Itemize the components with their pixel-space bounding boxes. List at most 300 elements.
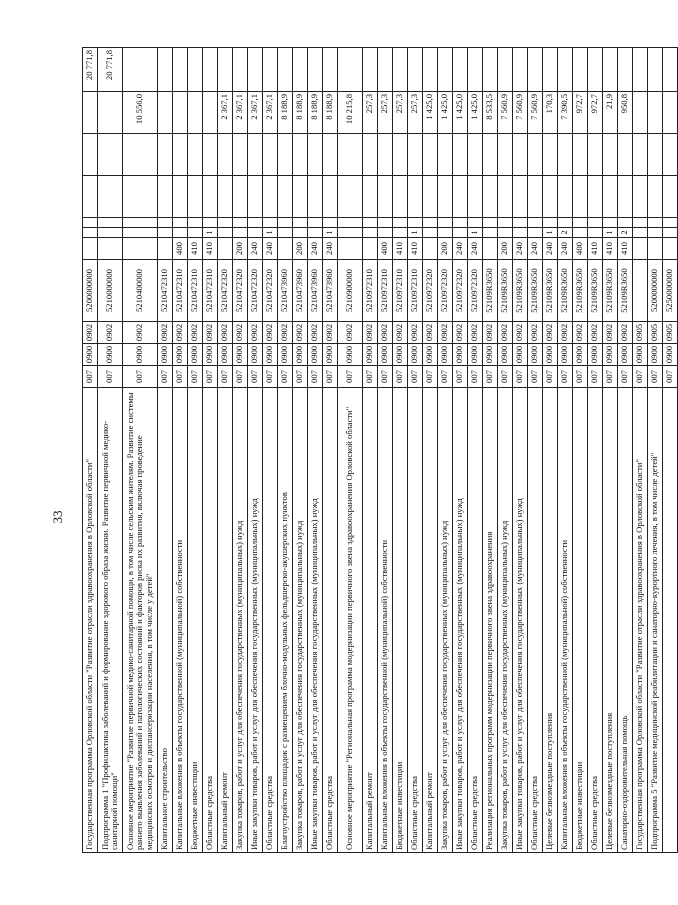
funding-flag2-cell <box>338 218 363 228</box>
subsection-code-cell: 0902 <box>588 322 603 344</box>
amount-col3-cell: 7 560,9 <box>498 92 513 134</box>
funding-flag2-cell <box>543 218 558 228</box>
ministry-code-cell: 007 <box>158 366 173 388</box>
subsection-code-cell: 0902 <box>573 322 588 344</box>
table-row <box>573 48 588 853</box>
ministry-code-cell: 007 <box>588 366 603 388</box>
funding-flag2-cell <box>483 218 498 228</box>
funding-flag2-cell <box>393 218 408 228</box>
amount-col4-cell <box>468 48 483 92</box>
funding-flag-cell <box>648 228 663 238</box>
funding-flag-cell <box>173 228 188 238</box>
funding-flag-cell: 1 <box>263 228 278 238</box>
expense-type-cell: 200 <box>233 238 248 260</box>
amount-col3-cell <box>663 92 678 134</box>
row-name-cell: Капитальный ремонт <box>423 388 438 853</box>
ministry-code-cell: 007 <box>323 366 338 388</box>
funding-flag-cell <box>588 228 603 238</box>
table-row <box>378 48 393 853</box>
amount-col3-cell <box>188 92 203 134</box>
table-row <box>393 48 408 853</box>
subsection-code-cell: 0902 <box>338 322 363 344</box>
amount-col3-cell <box>203 92 218 134</box>
ministry-code-cell: 007 <box>308 366 323 388</box>
funding-flag-cell <box>663 228 678 238</box>
row-name-cell: Капитальные вложения в объекты государственной (муниципальной) собственности <box>378 388 393 853</box>
row-name-cell <box>663 388 678 853</box>
amount-col3-cell <box>83 92 98 134</box>
table-row <box>308 48 323 853</box>
table-row <box>588 48 603 853</box>
amount-col4-cell <box>188 48 203 92</box>
amount-col2-cell <box>363 134 378 176</box>
budget-table <box>82 47 678 853</box>
amount-col2-cell <box>558 134 573 176</box>
amount-col1-cell <box>263 176 278 218</box>
section-code-cell: 0900 <box>123 344 158 366</box>
amount-col3-cell: 257,3 <box>393 92 408 134</box>
subsection-code-cell: 0902 <box>378 322 393 344</box>
amount-col2-cell <box>498 134 513 176</box>
table-row <box>293 48 308 853</box>
funding-flag-cell <box>308 228 323 238</box>
section-code-cell: 0900 <box>558 344 573 366</box>
target-article-cell: 5210972310 <box>393 260 408 322</box>
subsection-code-cell: 0902 <box>423 322 438 344</box>
amount-col2-cell <box>633 134 648 176</box>
amount-col4-cell <box>123 48 158 92</box>
target-article-cell <box>633 260 648 322</box>
row-name-cell: Капитальный ремонт <box>363 388 378 853</box>
amount-col1-cell <box>218 176 233 218</box>
table-row <box>233 48 248 853</box>
row-name-cell: Подпрограмма 1 "Профилактика заболеваний и формирование здорового образа жизни. Развитие первичной медико-санитарной помощи" <box>98 388 123 853</box>
amount-col3-cell: 8 188,9 <box>308 92 323 134</box>
ministry-code-cell: 007 <box>603 366 618 388</box>
funding-flag-cell <box>498 228 513 238</box>
table-row <box>263 48 278 853</box>
expense-type-cell: 410 <box>408 238 423 260</box>
amount-col2-cell <box>83 134 98 176</box>
amount-col3-cell: 170,3 <box>543 92 558 134</box>
amount-col1-cell <box>323 176 338 218</box>
ministry-code-cell: 007 <box>453 366 468 388</box>
ministry-code-cell: 007 <box>188 366 203 388</box>
expense-type-cell <box>83 238 98 260</box>
ministry-code-cell: 007 <box>498 366 513 388</box>
subsection-code-cell: 0902 <box>293 322 308 344</box>
row-name-cell: Государственная программа Орловской области "Развитие отрасли здравоохранения в Орловской области" <box>83 388 98 853</box>
amount-col4-cell <box>203 48 218 92</box>
ministry-code-cell: 007 <box>123 366 158 388</box>
table-row <box>158 48 173 853</box>
amount-col1-cell <box>513 176 528 218</box>
row-name-cell: Областные средства <box>528 388 543 853</box>
amount-col1-cell <box>483 176 498 218</box>
amount-col1-cell <box>293 176 308 218</box>
expense-type-cell <box>218 238 233 260</box>
target-article-cell: 5200000000 <box>83 260 98 322</box>
funding-flag2-cell <box>123 218 158 228</box>
section-code-cell: 0900 <box>423 344 438 366</box>
amount-col1-cell <box>83 176 98 218</box>
table-row <box>173 48 188 853</box>
target-article-cell: 5210972310 <box>363 260 378 322</box>
amount-col4-cell <box>513 48 528 92</box>
row-name-cell: Основное мероприятие "Региональная программа модернизации первичного звена здравоохранения Орловской области" <box>338 388 363 853</box>
amount-col3-cell: 257,3 <box>363 92 378 134</box>
table-row <box>648 48 663 853</box>
amount-col1-cell <box>203 176 218 218</box>
row-name-cell: Иные закупки товаров, работ и услуг для обеспечения государственных (муниципальных) нужд <box>248 388 263 853</box>
funding-flag2-cell <box>293 218 308 228</box>
amount-col1-cell <box>603 176 618 218</box>
table-row <box>323 48 338 853</box>
amount-col3-cell: 972,7 <box>573 92 588 134</box>
subsection-code-cell: 0902 <box>98 322 123 344</box>
ministry-code-cell: 007 <box>663 366 678 388</box>
expense-type-cell <box>483 238 498 260</box>
funding-flag2-cell <box>98 218 123 228</box>
amount-col4-cell <box>338 48 363 92</box>
expense-type-cell: 400 <box>378 238 393 260</box>
amount-col1-cell <box>363 176 378 218</box>
funding-flag-cell <box>188 228 203 238</box>
target-article-cell: 52109R3650 <box>543 260 558 322</box>
amount-col2-cell <box>278 134 293 176</box>
amount-col1-cell <box>498 176 513 218</box>
amount-col3-cell: 21,9 <box>603 92 618 134</box>
amount-col1-cell <box>558 176 573 218</box>
amount-col4-cell <box>483 48 498 92</box>
funding-flag-cell <box>123 228 158 238</box>
row-name-cell: Областные средства <box>408 388 423 853</box>
amount-col3-cell: 8 188,9 <box>278 92 293 134</box>
expense-type-cell: 240 <box>513 238 528 260</box>
table-row <box>203 48 218 853</box>
amount-col3-cell: 1 425,0 <box>453 92 468 134</box>
ministry-code-cell: 007 <box>278 366 293 388</box>
amount-col4-cell <box>423 48 438 92</box>
row-name-cell: Областные средства <box>203 388 218 853</box>
amount-col3-cell: 1 425,0 <box>438 92 453 134</box>
amount-col4-cell <box>393 48 408 92</box>
row-name-cell: Целевые безвозмездные поступления <box>543 388 558 853</box>
amount-col2-cell <box>293 134 308 176</box>
row-name-cell: Реализация региональных программ модернизации первичного звена здравоохранения <box>483 388 498 853</box>
amount-col3-cell <box>158 92 173 134</box>
amount-col2-cell <box>218 134 233 176</box>
table-row <box>188 48 203 853</box>
ministry-code-cell: 007 <box>513 366 528 388</box>
table-row <box>98 48 123 853</box>
target-article-cell: 5210972310 <box>408 260 423 322</box>
amount-col3-cell: 2 367,1 <box>233 92 248 134</box>
section-code-cell: 0900 <box>188 344 203 366</box>
target-article-cell: 5210472310 <box>188 260 203 322</box>
amount-col4-cell <box>618 48 633 92</box>
section-code-cell: 0900 <box>648 344 663 366</box>
subsection-code-cell: 0902 <box>498 322 513 344</box>
expense-type-cell <box>158 238 173 260</box>
expense-type-cell: 240 <box>468 238 483 260</box>
funding-flag-cell <box>633 228 648 238</box>
subsection-code-cell: 0902 <box>123 322 158 344</box>
target-article-cell: 5200000000 <box>648 260 663 322</box>
expense-type-cell: 200 <box>293 238 308 260</box>
ministry-code-cell: 007 <box>648 366 663 388</box>
row-name-cell: Государственная программа Орловской области "Развитие отрасли здравоохранения в Орловской области" <box>633 388 648 853</box>
subsection-code-cell: 0902 <box>248 322 263 344</box>
subsection-code-cell: 0902 <box>308 322 323 344</box>
amount-col4-cell <box>218 48 233 92</box>
amount-col1-cell <box>408 176 423 218</box>
amount-col1-cell <box>528 176 543 218</box>
subsection-code-cell: 0902 <box>513 322 528 344</box>
amount-col3-cell <box>633 92 648 134</box>
amount-col2-cell <box>338 134 363 176</box>
amount-col1-cell <box>573 176 588 218</box>
amount-col2-cell <box>438 134 453 176</box>
target-article-cell: 52109R3650 <box>528 260 543 322</box>
expense-type-cell <box>363 238 378 260</box>
funding-flag-cell <box>483 228 498 238</box>
expense-type-cell <box>648 238 663 260</box>
funding-flag2-cell <box>158 218 173 228</box>
target-article-cell: 5210473960 <box>293 260 308 322</box>
amount-col3-cell: 2 367,1 <box>263 92 278 134</box>
amount-col4-cell <box>308 48 323 92</box>
amount-col2-cell <box>618 134 633 176</box>
funding-flag-cell <box>393 228 408 238</box>
section-code-cell: 0900 <box>573 344 588 366</box>
row-name-cell: Бюджетные инвестиции <box>393 388 408 853</box>
subsection-code-cell: 0902 <box>408 322 423 344</box>
amount-col4-cell <box>573 48 588 92</box>
expense-type-cell: 240 <box>308 238 323 260</box>
table-row <box>633 48 648 853</box>
section-code-cell: 0900 <box>513 344 528 366</box>
amount-col2-cell <box>513 134 528 176</box>
ministry-code-cell: 007 <box>573 366 588 388</box>
expense-type-cell: 410 <box>603 238 618 260</box>
subsection-code-cell: 0902 <box>558 322 573 344</box>
amount-col4-cell <box>278 48 293 92</box>
amount-col3-cell <box>98 92 123 134</box>
amount-col3-cell <box>648 92 663 134</box>
amount-col3-cell: 8 188,9 <box>323 92 338 134</box>
funding-flag2-cell <box>468 218 483 228</box>
ministry-code-cell: 007 <box>173 366 188 388</box>
funding-flag-cell <box>98 228 123 238</box>
amount-col1-cell <box>648 176 663 218</box>
section-code-cell: 0900 <box>408 344 423 366</box>
expense-type-cell: 410 <box>188 238 203 260</box>
expense-type-cell: 410 <box>588 238 603 260</box>
section-code-cell: 0900 <box>263 344 278 366</box>
amount-col3-cell: 7 560,9 <box>513 92 528 134</box>
amount-col3-cell: 1 425,0 <box>423 92 438 134</box>
amount-col2-cell <box>248 134 263 176</box>
amount-col2-cell <box>123 134 158 176</box>
expense-type-cell <box>663 238 678 260</box>
table-row <box>83 48 98 853</box>
funding-flag-cell: 1 <box>543 228 558 238</box>
subsection-code-cell: 0905 <box>633 322 648 344</box>
ministry-code-cell: 007 <box>378 366 393 388</box>
target-article-cell: 5210900000 <box>338 260 363 322</box>
subsection-code-cell: 0902 <box>158 322 173 344</box>
amount-col2-cell <box>663 134 678 176</box>
funding-flag-cell <box>573 228 588 238</box>
subsection-code-cell: 0902 <box>453 322 468 344</box>
section-code-cell: 0900 <box>393 344 408 366</box>
amount-col2-cell <box>528 134 543 176</box>
amount-col3-cell: 10 215,8 <box>338 92 363 134</box>
row-name-cell: Санаторно-оздоровительная помощь <box>618 388 633 853</box>
amount-col1-cell <box>338 176 363 218</box>
target-article-cell: 5210972320 <box>468 260 483 322</box>
subsection-code-cell: 0902 <box>278 322 293 344</box>
funding-flag-cell <box>438 228 453 238</box>
ministry-code-cell: 007 <box>438 366 453 388</box>
section-code-cell: 0900 <box>158 344 173 366</box>
section-code-cell: 0900 <box>603 344 618 366</box>
funding-flag2-cell <box>378 218 393 228</box>
funding-flag2-cell <box>648 218 663 228</box>
table-row <box>483 48 498 853</box>
funding-flag-cell: 1 <box>203 228 218 238</box>
target-article-cell: 5210400000 <box>123 260 158 322</box>
target-article-cell: 5210473960 <box>278 260 293 322</box>
amount-col4-cell <box>498 48 513 92</box>
subsection-code-cell: 0902 <box>203 322 218 344</box>
amount-col3-cell: 10 556,0 <box>123 92 158 134</box>
amount-col2-cell <box>233 134 248 176</box>
amount-col3-cell: 1 425,0 <box>468 92 483 134</box>
funding-flag2-cell <box>233 218 248 228</box>
table-row <box>543 48 558 853</box>
target-article-cell: 5210472320 <box>233 260 248 322</box>
funding-flag2-cell <box>558 218 573 228</box>
expense-type-cell: 240 <box>453 238 468 260</box>
amount-col1-cell <box>543 176 558 218</box>
funding-flag-cell <box>83 228 98 238</box>
funding-flag-cell <box>513 228 528 238</box>
amount-col1-cell <box>378 176 393 218</box>
funding-flag2-cell <box>453 218 468 228</box>
subsection-code-cell: 0902 <box>218 322 233 344</box>
target-article-cell: 5210472310 <box>158 260 173 322</box>
table-row <box>438 48 453 853</box>
section-code-cell: 0900 <box>543 344 558 366</box>
ministry-code-cell: 007 <box>393 366 408 388</box>
amount-col4-cell <box>408 48 423 92</box>
funding-flag2-cell <box>423 218 438 228</box>
subsection-code-cell: 0902 <box>173 322 188 344</box>
target-article-cell: 52109R3650 <box>618 260 633 322</box>
amount-col4-cell <box>248 48 263 92</box>
row-name-cell: Областные средства <box>588 388 603 853</box>
table-row <box>603 48 618 853</box>
expense-type-cell: 400 <box>573 238 588 260</box>
expense-type-cell: 400 <box>173 238 188 260</box>
section-code-cell: 0900 <box>438 344 453 366</box>
subsection-code-cell: 0902 <box>483 322 498 344</box>
amount-col1-cell <box>278 176 293 218</box>
expense-type-cell: 240 <box>543 238 558 260</box>
funding-flag-cell <box>528 228 543 238</box>
funding-flag2-cell <box>188 218 203 228</box>
table-row <box>423 48 438 853</box>
target-article-cell: 5210972320 <box>453 260 468 322</box>
expense-type-cell: 410 <box>393 238 408 260</box>
section-code-cell: 0900 <box>293 344 308 366</box>
amount-col4-cell <box>378 48 393 92</box>
section-code-cell: 0900 <box>483 344 498 366</box>
funding-flag2-cell <box>618 218 633 228</box>
funding-flag2-cell <box>308 218 323 228</box>
target-article-cell: 52109R3650 <box>498 260 513 322</box>
amount-col4-cell <box>603 48 618 92</box>
funding-flag-cell <box>338 228 363 238</box>
expense-type-cell: 240 <box>248 238 263 260</box>
amount-col4-cell <box>453 48 468 92</box>
section-code-cell: 0900 <box>338 344 363 366</box>
section-code-cell: 0900 <box>588 344 603 366</box>
amount-col1-cell <box>588 176 603 218</box>
funding-flag2-cell <box>263 218 278 228</box>
row-name-cell: Основное мероприятие "Развитие первичной медико-санитарной помощи, в том числе сельским жителям. Развитие системы раннего выявления заболеваний и патологических состояний и факторов риска их развития, включая проведение медицинских осмотров и диспансеризации населения, в том числе у детей" <box>123 388 158 853</box>
target-article-cell: 5210472320 <box>248 260 263 322</box>
amount-col2-cell <box>393 134 408 176</box>
amount-col2-cell <box>483 134 498 176</box>
funding-flag2-cell <box>513 218 528 228</box>
subsection-code-cell: 0902 <box>393 322 408 344</box>
amount-col1-cell <box>158 176 173 218</box>
funding-flag2-cell <box>203 218 218 228</box>
funding-flag-cell: 1 <box>323 228 338 238</box>
ministry-code-cell: 007 <box>528 366 543 388</box>
target-article-cell: 52109R3650 <box>573 260 588 322</box>
amount-col3-cell: 7 390,5 <box>558 92 573 134</box>
row-name-cell: Закупка товаров, работ и услуг для обеспечения государственных (муниципальных) нужд <box>498 388 513 853</box>
funding-flag2-cell <box>438 218 453 228</box>
row-name-cell: Закупка товаров, работ и услуг для обеспечения государственных (муниципальных) нужд <box>438 388 453 853</box>
amount-col2-cell <box>648 134 663 176</box>
amount-col2-cell <box>98 134 123 176</box>
row-name-cell: Областные средства <box>468 388 483 853</box>
target-article-cell: 52109R3650 <box>558 260 573 322</box>
expense-type-cell <box>278 238 293 260</box>
expense-type-cell: 200 <box>498 238 513 260</box>
ministry-code-cell: 007 <box>483 366 498 388</box>
target-article-cell: 5210472320 <box>263 260 278 322</box>
expense-type-cell: 240 <box>263 238 278 260</box>
amount-col3-cell: 257,3 <box>378 92 393 134</box>
row-name-cell: Капитальные вложения в объекты государственной (муниципальной) собственности <box>173 388 188 853</box>
funding-flag-cell <box>278 228 293 238</box>
row-name-cell: Иные закупки товаров, работ и услуг для обеспечения государственных (муниципальных) нужд <box>453 388 468 853</box>
ministry-code-cell: 007 <box>263 366 278 388</box>
funding-flag2-cell <box>498 218 513 228</box>
ministry-code-cell: 007 <box>618 366 633 388</box>
ministry-code-cell: 007 <box>363 366 378 388</box>
ministry-code-cell: 007 <box>233 366 248 388</box>
subsection-code-cell: 0905 <box>663 322 678 344</box>
funding-flag2-cell <box>573 218 588 228</box>
table-row <box>338 48 363 853</box>
